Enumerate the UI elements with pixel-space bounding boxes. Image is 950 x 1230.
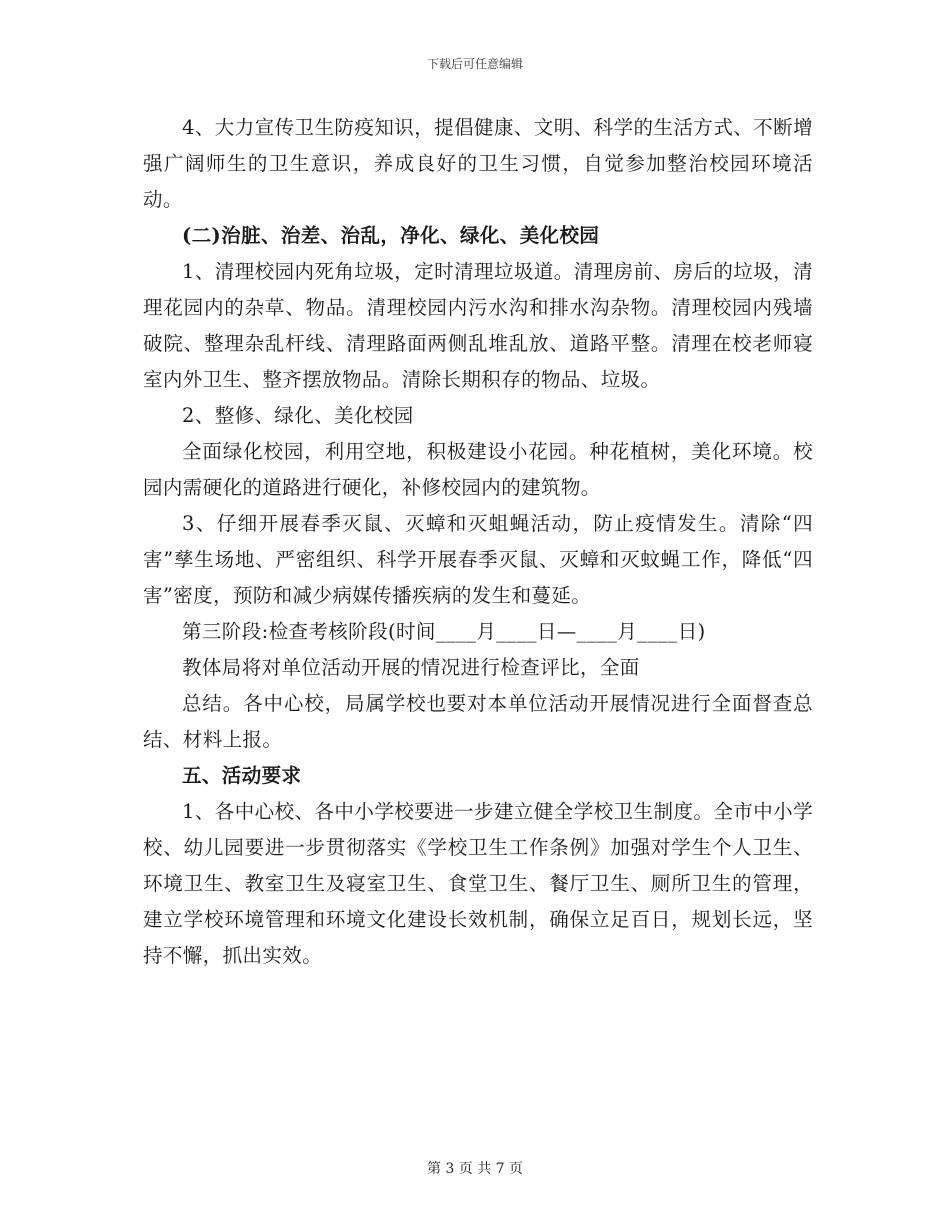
document-body <box>143 110 813 974</box>
paragraph-inspection: 教体局将对单位活动开展的情况进行检查评比，全面 <box>182 656 640 679</box>
page-number: 第 3 页 共 7 页 <box>426 1161 524 1177</box>
paragraph-stage-three: 第三阶段:检查考核阶段(时间____月____日—____月____日) <box>182 620 706 643</box>
paragraph-item-3-pests: 3、仔细开展春季灭鼠、灭蟑和灭蛆蝇活动，防止疫情发生。清除“四害”孳生场地、严密组织、科学开展春季灭鼠、灭蟑和灭蚊蝇工作，降低“四害”密度，预防和减少病媒传播疾病的发生和蔓延。 <box>143 512 813 607</box>
paragraph-greening: 全面绿化校园，利用空地，积极建设小花园。种花植树，美化环境。校园内需硬化的道路进行硬化，补修校园内的建筑物。 <box>143 440 813 499</box>
section-heading-2: (二)治脏、治差、治乱，净化、绿化、美化校园 <box>182 224 600 247</box>
paragraph-item-2-heading: 2、整修、绿化、美化校园 <box>182 404 414 427</box>
paragraph-requirement-1: 1、各中心校、各中小学校要进一步建立健全学校卫生制度。全市中小学校、幼儿园要进一步贯彻落实《学校卫生工作条例》加强对学生个人卫生、环境卫生、教室卫生及寝室卫生、食堂卫生、餐厅卫生、厕所卫生的管理，建立学校环境管理和环境文化建设长效机制，确保立足百日，规划长远，坚持不懈，抓出实效。 <box>143 800 813 967</box>
paragraph-summary: 总结。各中心校，局属学校也要对本单位活动开展情况进行全面督查总结、材料上报。 <box>143 692 813 751</box>
paragraph-item-4: 4、大力宣传卫生防疫知识，提倡健康、文明、科学的生活方式、不断增强广阔师生的卫生意识，养成良好的卫生习惯，自觉参加整治校园环境活动。 <box>143 116 813 211</box>
section-heading-requirements: 五、活动要求 <box>182 764 302 787</box>
page-header-note: 下载后可任意编辑 <box>426 57 523 71</box>
paragraph-item-1-cleanup: 1、清理校园内死角垃圾，定时清理垃圾道。清理房前、房后的垃圾，清理花园内的杂草、物品。清理校园内污水沟和排水沟杂物。清理校园内残墙破院、整理杂乱杆线、清理路面两侧乱堆乱放、道路平整。清理在校老师寝室内外卫生、整齐摆放物品。清除长期积存的物品、垃圾。 <box>143 260 813 391</box>
